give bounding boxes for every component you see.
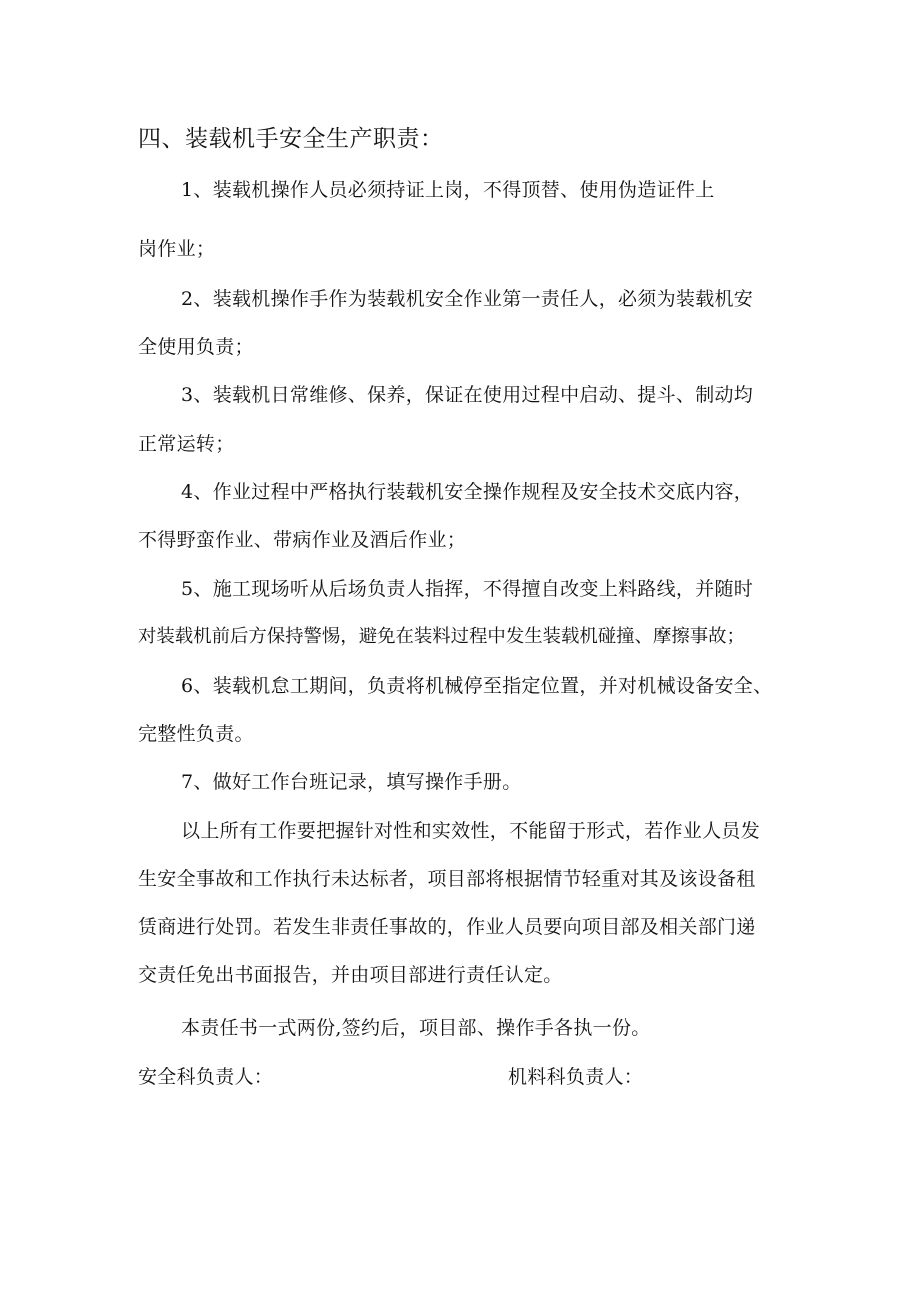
item-6-first-line: 6、装载机怠工期间，负责将机械停至指定位置，并对机械设备安全、 bbox=[181, 675, 773, 697]
summary-first-line: 以上所有工作要把握针对性和实效性，不能留于形式，若作业人员发 bbox=[181, 820, 761, 842]
item-4-first-line: 4、作业过程中严格执行装载机安全操作规程及安全技术交底内容， bbox=[181, 481, 754, 503]
section-heading: 四、装载机手安全生产职责： bbox=[138, 126, 444, 152]
item-3-first-line: 3、装载机日常维修、保养，保证在使用过程中启动、提斗、制动均 bbox=[181, 384, 754, 406]
materials-dept-signature-label: 机料科负责人： bbox=[508, 1066, 644, 1088]
item-3-continuation: 正常运转； bbox=[138, 433, 235, 455]
item-5-continuation: 对装载机前后方保持警惕，避免在装料过程中发生装载机碰撞、摩擦事故； bbox=[138, 626, 745, 647]
item-1-first-line: 1、装载机操作人员必须持证上岗，不得顶替、使用伪造证件上 bbox=[181, 179, 715, 201]
summary-line-2: 生安全事故和工作执行未达标者，项目部将根据情节轻重对其及该设备租 bbox=[138, 868, 756, 890]
item-4-continuation: 不得野蛮作业、带病作业及酒后作业； bbox=[138, 529, 467, 551]
summary-line-4: 交责任免出书面报告，并由项目部进行责任认定。 bbox=[138, 964, 563, 986]
copies-note: 本责任书一式两份,签约后，项目部、操作手各执一份。 bbox=[181, 1017, 651, 1039]
item-2-first-line: 2、装载机操作手作为装载机安全作业第一责任人，必须为装载机安 bbox=[181, 288, 754, 310]
safety-dept-signature-label: 安全科负责人： bbox=[138, 1066, 274, 1088]
item-5-first-line: 5、施工现场听从后场负责人指挥，不得擅自改变上料路线，并随时 bbox=[181, 578, 754, 600]
item-7-line: 7、做好工作台班记录，填写操作手册。 bbox=[181, 771, 522, 793]
item-1-continuation: 岗作业； bbox=[138, 238, 216, 260]
summary-line-3: 赁商进行处罚。若发生非责任事故的，作业人员要向项目部及相关部门递 bbox=[138, 916, 756, 938]
item-6-continuation: 完整性负责。 bbox=[138, 723, 254, 745]
item-2-continuation: 全使用负责； bbox=[138, 336, 254, 358]
